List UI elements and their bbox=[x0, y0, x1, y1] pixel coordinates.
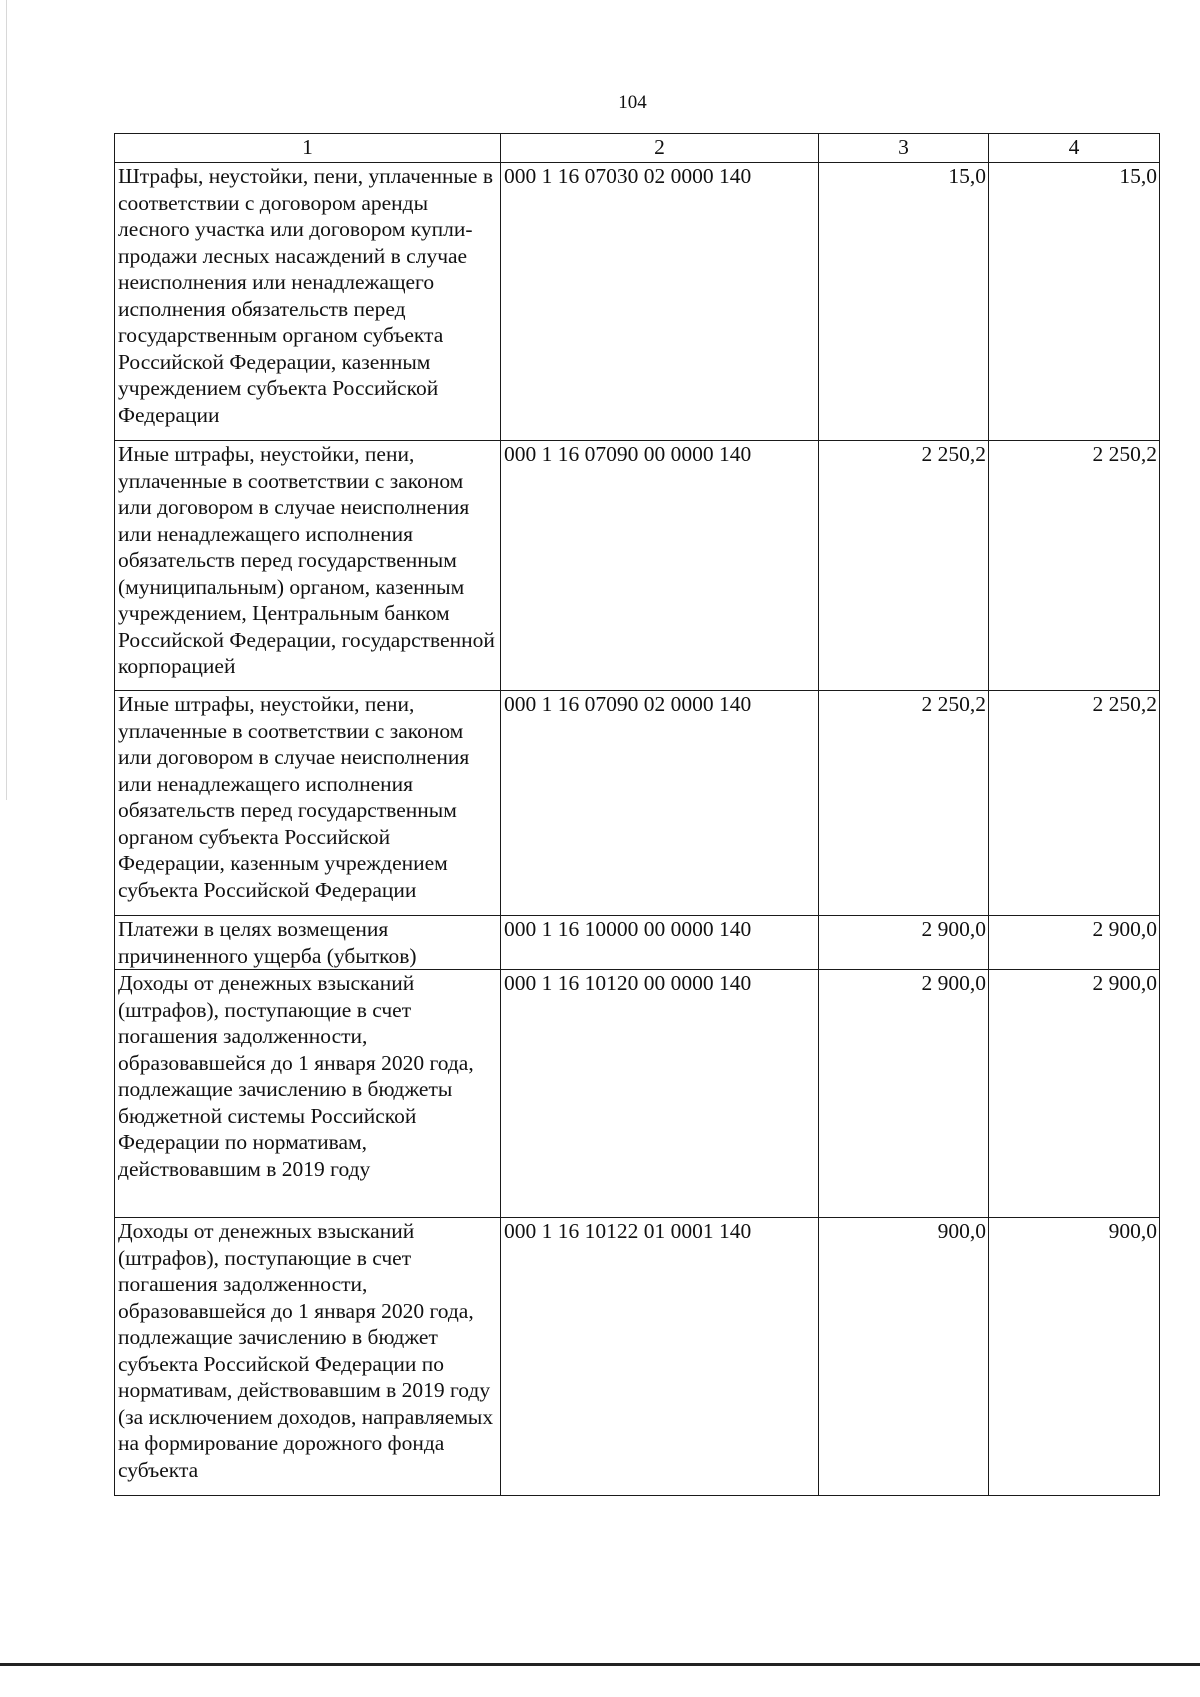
table-row bbox=[115, 691, 1160, 916]
table-row bbox=[115, 916, 1160, 970]
amount-column-4: 2 250,2 bbox=[989, 441, 1160, 691]
budget-classification-code: 000 1 16 07090 00 0000 140 bbox=[501, 441, 819, 691]
amount-column-4: 15,0 bbox=[989, 163, 1160, 441]
budget-classification-code: 000 1 16 10120 00 0000 140 bbox=[501, 970, 819, 1218]
amount-column-4: 2 900,0 bbox=[989, 916, 1160, 970]
budget-classification-code: 000 1 16 07090 02 0000 140 bbox=[501, 691, 819, 916]
column-number-4: 4 bbox=[989, 134, 1160, 163]
budget-classification-code: 000 1 16 10122 01 0001 140 bbox=[501, 1218, 819, 1496]
revenue-name: Штрафы, неустойки, пени, уплаченные в соответствии с договором аренды лесного участка или договором купли-продажи лесных насаждений в случае неисполнения или ненадлежащего исполнения обязательств перед государственным органом субъекта Российской Федерации, казенным учреждением субъекта Российской Федерации bbox=[115, 163, 501, 441]
budget-revenue-table bbox=[114, 133, 1160, 1496]
amount-column-4: 900,0 bbox=[989, 1218, 1160, 1496]
column-number-2: 2 bbox=[501, 134, 819, 163]
budget-classification-code: 000 1 16 07030 02 0000 140 bbox=[501, 163, 819, 441]
table-row bbox=[115, 1218, 1160, 1496]
scan-bottom-edge bbox=[0, 1663, 1200, 1666]
revenue-name: Доходы от денежных взысканий (штрафов), поступающие в счет погашения задолженности, образовавшейся до 1 января 2020 года, подлежащие зачислению в бюджеты бюджетной системы Российской Федерации по нормативам, действовавшим в 2019 году bbox=[115, 970, 501, 1218]
scan-margin-line bbox=[6, 0, 7, 800]
column-number-3: 3 bbox=[819, 134, 989, 163]
revenue-name: Доходы от денежных взысканий (штрафов), поступающие в счет погашения задолженности, образовавшейся до 1 января 2020 года, подлежащие зачислению в бюджет субъекта Российской Федерации по нормативам, действовавшим в 2019 году (за исключением доходов, направляемых на формирование дорожного фонда субъекта bbox=[115, 1218, 501, 1496]
revenue-name: Платежи в целях возмещения причиненного ущерба (убытков) bbox=[115, 916, 501, 970]
column-number-row bbox=[115, 134, 1160, 163]
amount-column-3: 2 900,0 bbox=[819, 970, 989, 1218]
table-row bbox=[115, 970, 1160, 1218]
table-row bbox=[115, 441, 1160, 691]
column-number-1: 1 bbox=[115, 134, 501, 163]
amount-column-3: 900,0 bbox=[819, 1218, 989, 1496]
amount-column-4: 2 900,0 bbox=[989, 970, 1160, 1218]
page-number: 104 bbox=[618, 92, 647, 113]
amount-column-3: 2 900,0 bbox=[819, 916, 989, 970]
revenue-name: Иные штрафы, неустойки, пени, уплаченные в соответствии с законом или договором в случае неисполнения или ненадлежащего исполнения обязательств перед государственным органом субъекта Российской Федерации, казенным учреждением субъекта Российской Федерации bbox=[115, 691, 501, 916]
amount-column-3: 2 250,2 bbox=[819, 691, 989, 916]
table-row bbox=[115, 163, 1160, 441]
budget-classification-code: 000 1 16 10000 00 0000 140 bbox=[501, 916, 819, 970]
amount-column-3: 15,0 bbox=[819, 163, 989, 441]
revenue-name: Иные штрафы, неустойки, пени, уплаченные в соответствии с законом или договором в случае неисполнения или ненадлежащего исполнения обязательств перед государственным (муниципальным) органом, казенным учреждением, Центральным банком Российской Федерации, государственной корпорацией bbox=[115, 441, 501, 691]
amount-column-4: 2 250,2 bbox=[989, 691, 1160, 916]
amount-column-3: 2 250,2 bbox=[819, 441, 989, 691]
